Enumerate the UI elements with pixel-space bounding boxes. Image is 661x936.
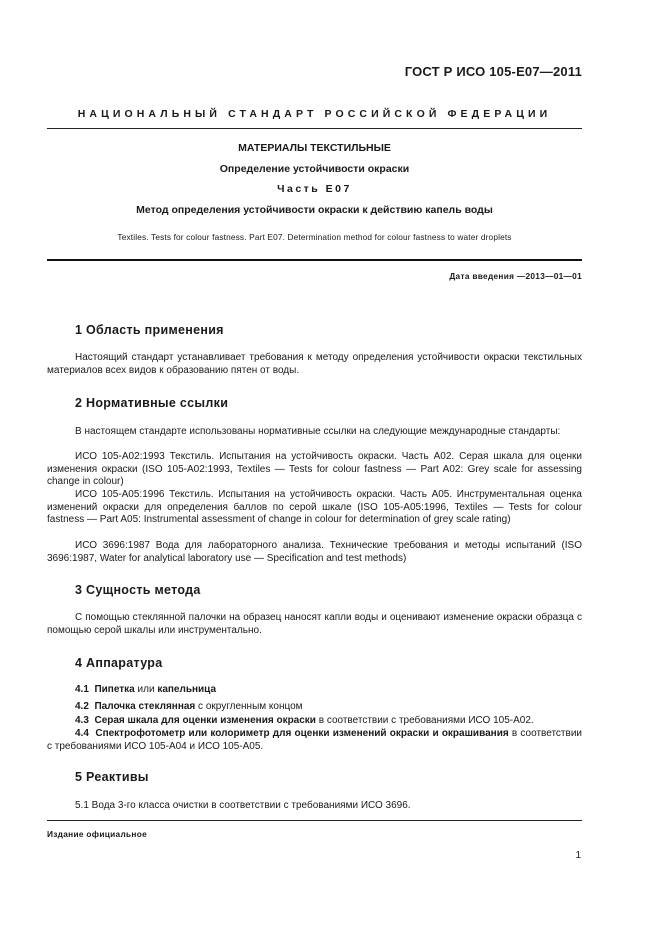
english-title: Textiles. Tests for colour fastness. Part E07. Determination method for colour fastness to water droplets — [117, 232, 512, 242]
apparatus-item-4-3 — [47, 715, 582, 728]
section-5-heading: 5 Реактивы — [75, 770, 149, 784]
title-line-4: Метод определения устойчивости окраски к действию капель воды — [136, 204, 493, 216]
section-3-heading: 3 Сущность метода — [75, 583, 201, 597]
title-line-1: МАТЕРИАЛЫ ТЕКСТИЛЬНЫЕ — [238, 142, 391, 154]
section-3-text: С помощью стеклянной палочки на образец наносят капли воды и оценивают изменение окраски образца с помощью серой шкалы или инструментально. — [47, 612, 582, 636]
title-line-2: Определение устойчивости окраски — [219, 163, 410, 175]
official-edition-label: Издание официальное — [47, 829, 148, 839]
apparatus-item-4-2 — [47, 701, 582, 714]
footer-divider — [47, 820, 582, 821]
item-number: 4.1 — [75, 684, 89, 695]
item-text: или — [134, 684, 158, 695]
reference-iso-3696: ИСО 3696:1987 Вода для лабораторного анализа. Технические требования и методы испытаний (ISO 3696:1987, Water for analytical laboratory use — Specification and test methods) — [47, 540, 582, 564]
section-1-heading: 1 Область применения — [75, 323, 224, 337]
item-number: 4.2 — [75, 701, 89, 712]
item-text: в соответствии с требованиями ИСО 105-А02. — [315, 715, 534, 726]
item-title: Спектрофотометр или колориметр для оценки изменений окраски и окрашивания — [95, 728, 509, 739]
title-part: Часть Е07 — [277, 183, 352, 195]
item-title: Серая шкала для оценки изменения окраски — [94, 715, 316, 726]
reference-iso-105-a05: ИСО 105-А05:1996 Текстиль. Испытания на устойчивость окраски. Часть А05. Инструментальная оценка изменений окраски для определения баллов по серой шкале (ISO 105-А05:1996, Textiles — Tests for colour fastness — Part A05: Instrumental assessment of change in colour for determination of grey scale rating) — [47, 489, 582, 526]
section-1-text: Настоящий стандарт устанавливает требования к методу определения устойчивости окраски текстильных материалов всех видов к образованию пятен от воды. — [47, 352, 582, 376]
introduction-date: Дата введения —2013—01—01 — [449, 271, 582, 281]
title-divider — [47, 259, 582, 261]
section-2-intro: В настоящем стандарте использованы нормативные ссылки на следующие международные стандарты: — [75, 426, 561, 437]
item-title: Палочка стеклянная — [94, 701, 196, 712]
page-number: 1 — [575, 850, 581, 861]
item-number: 4.4 — [75, 728, 89, 739]
header-divider — [47, 128, 582, 129]
national-standard-banner: НАЦИОНАЛЬНЫЙ СТАНДАРТ РОССИЙСКОЙ ФЕДЕРАЦИИ — [77, 108, 552, 120]
section-4-heading: 4 Аппаратура — [75, 656, 163, 670]
reference-iso-105-a02: ИСО 105-А02:1993 Текстиль. Испытания на устойчивость окраски. Часть А02. Серая шкала для оценки изменения окраски (ISO 105-А02:1993, Textiles — Tests for colour fastness — Part A02: Grey scale for assessing change in colour) — [47, 451, 582, 488]
section-2-heading: 2 Нормативные ссылки — [75, 396, 229, 410]
item-text: в соответствии с требованиями ИСО 105-А04 и ИСО 105-А05. — [47, 728, 582, 752]
apparatus-item-4-1 — [47, 684, 582, 697]
apparatus-item-4-4 — [47, 728, 582, 753]
item-number: 4.3 — [75, 715, 89, 726]
item-title: Пипетка — [94, 684, 135, 695]
reagent-item-5-1: 5.1 Вода 3-го класса очистки в соответствии с требованиями ИСО 3696. — [75, 800, 411, 811]
document-code: ГОСТ Р ИСО 105-Е07—2011 — [404, 64, 582, 79]
item-title-2: капельница — [157, 684, 217, 695]
item-text: с округленным концом — [195, 701, 303, 712]
